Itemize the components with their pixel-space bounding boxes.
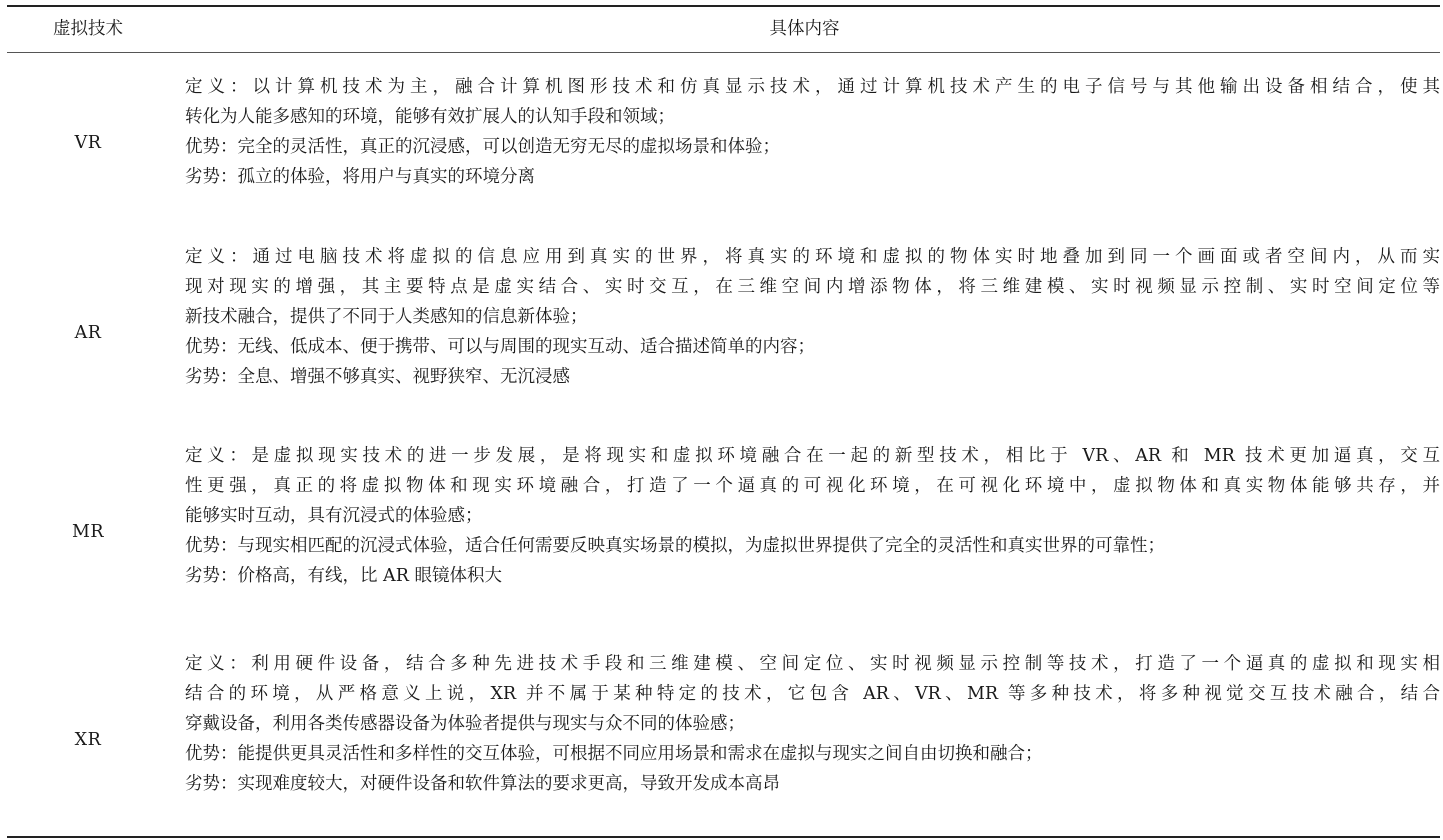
content-line: 定义：通过电脑技术将虚拟的信息应用到真实的世界，将真实的环境和虚拟的物体实时地叠加到同一个画面或者空间内，从而实 xyxy=(185,247,1440,267)
table-header-rule xyxy=(7,52,1440,53)
content-mr xyxy=(185,441,1440,591)
table-row-mr xyxy=(7,441,1440,623)
content-vr xyxy=(185,72,1440,192)
tech-name-ar: AR xyxy=(74,323,102,343)
content-line: 劣势：价格高，有线，比 AR 眼镜体积大 xyxy=(185,566,502,586)
content-line: 转化为人能多感知的环境，能够有效扩展人的认知手段和领域； xyxy=(185,107,675,127)
content-line: 定义：以计算机技术为主，融合计算机图形技术和仿真显示技术，通过计算机技术产生的电子信号与其他输出设备相结合，使其 xyxy=(185,77,1440,97)
content-line: 优势：完全的灵活性，真正的沉浸感，可以创造无穷无尽的虚拟场景和体验； xyxy=(185,137,780,157)
content-line: 现对现实的增强，其主要特点是虚实结合、实时交互，在三维空间内增添物体，将三维建模、实时视频显示控制、实时空间定位等 xyxy=(185,277,1440,297)
tech-name-xr: XR xyxy=(74,730,102,750)
content-line: 穿戴设备，利用各类传感器设备为体验者提供与现实与众不同的体验感； xyxy=(185,714,745,734)
content-line: 劣势：实现难度较大，对硬件设备和软件算法的要求更高，导致开发成本高昂 xyxy=(185,774,780,794)
tech-name-mr: MR xyxy=(71,522,105,542)
content-line: 性更强，真正的将虚拟物体和现实环境融合，打造了一个逼真的可视化环境，在可视化环境中，虚拟物体和真实物体能够共存，并 xyxy=(185,476,1440,496)
comparison-table xyxy=(7,0,1440,840)
content-line: 定义：是虚拟现实技术的进一步发展，是将现实和虚拟环境融合在一起的新型技术，相比于 VR、AR 和 MR 技术更加逼真，交互 xyxy=(185,446,1440,466)
header-tech: 虚拟技术 xyxy=(53,19,123,39)
content-line: 新技术融合，提供了不同于人类感知的信息新体验； xyxy=(185,307,588,327)
table-row-xr xyxy=(7,649,1440,831)
content-xr xyxy=(185,649,1440,799)
content-line: 结合的环境，从严格意义上说，XR 并不属于某种特定的技术，它包含 AR、VR、MR 等多种技术，将多种视觉交互技术融合，结合 xyxy=(185,684,1440,704)
header-content: 具体内容 xyxy=(769,19,840,39)
table-bottom-rule xyxy=(7,836,1440,838)
content-ar xyxy=(185,242,1440,392)
table-row-ar xyxy=(7,242,1440,424)
table-header xyxy=(7,7,1440,52)
content-line: 能够实时互动，具有沉浸式的体验感； xyxy=(185,506,483,526)
content-line: 定义：利用硬件设备，结合多种先进技术手段和三维建模、空间定位、实时视频显示控制等技术，打造了一个逼真的虚拟和现实相 xyxy=(185,654,1440,674)
content-line: 劣势：孤立的体验，将用户与真实的环境分离 xyxy=(185,167,535,187)
content-line: 优势：能提供更具灵活性和多样性的交互体验，可根据不同应用场景和需求在虚拟与现实之间自由切换和融合； xyxy=(185,744,1043,764)
content-line: 优势：与现实相匹配的沉浸式体验，适合任何需要反映真实场景的模拟，为虚拟世界提供了完全的灵活性和真实世界的可靠性； xyxy=(185,536,1165,556)
table-row-vr xyxy=(7,72,1440,214)
tech-name-vr: VR xyxy=(74,133,102,153)
content-line: 劣势：全息、增强不够真实、视野狭窄、无沉浸感 xyxy=(185,367,570,387)
content-line: 优势：无线、低成本、便于携带、可以与周围的现实互动、适合描述简单的内容； xyxy=(185,337,815,357)
